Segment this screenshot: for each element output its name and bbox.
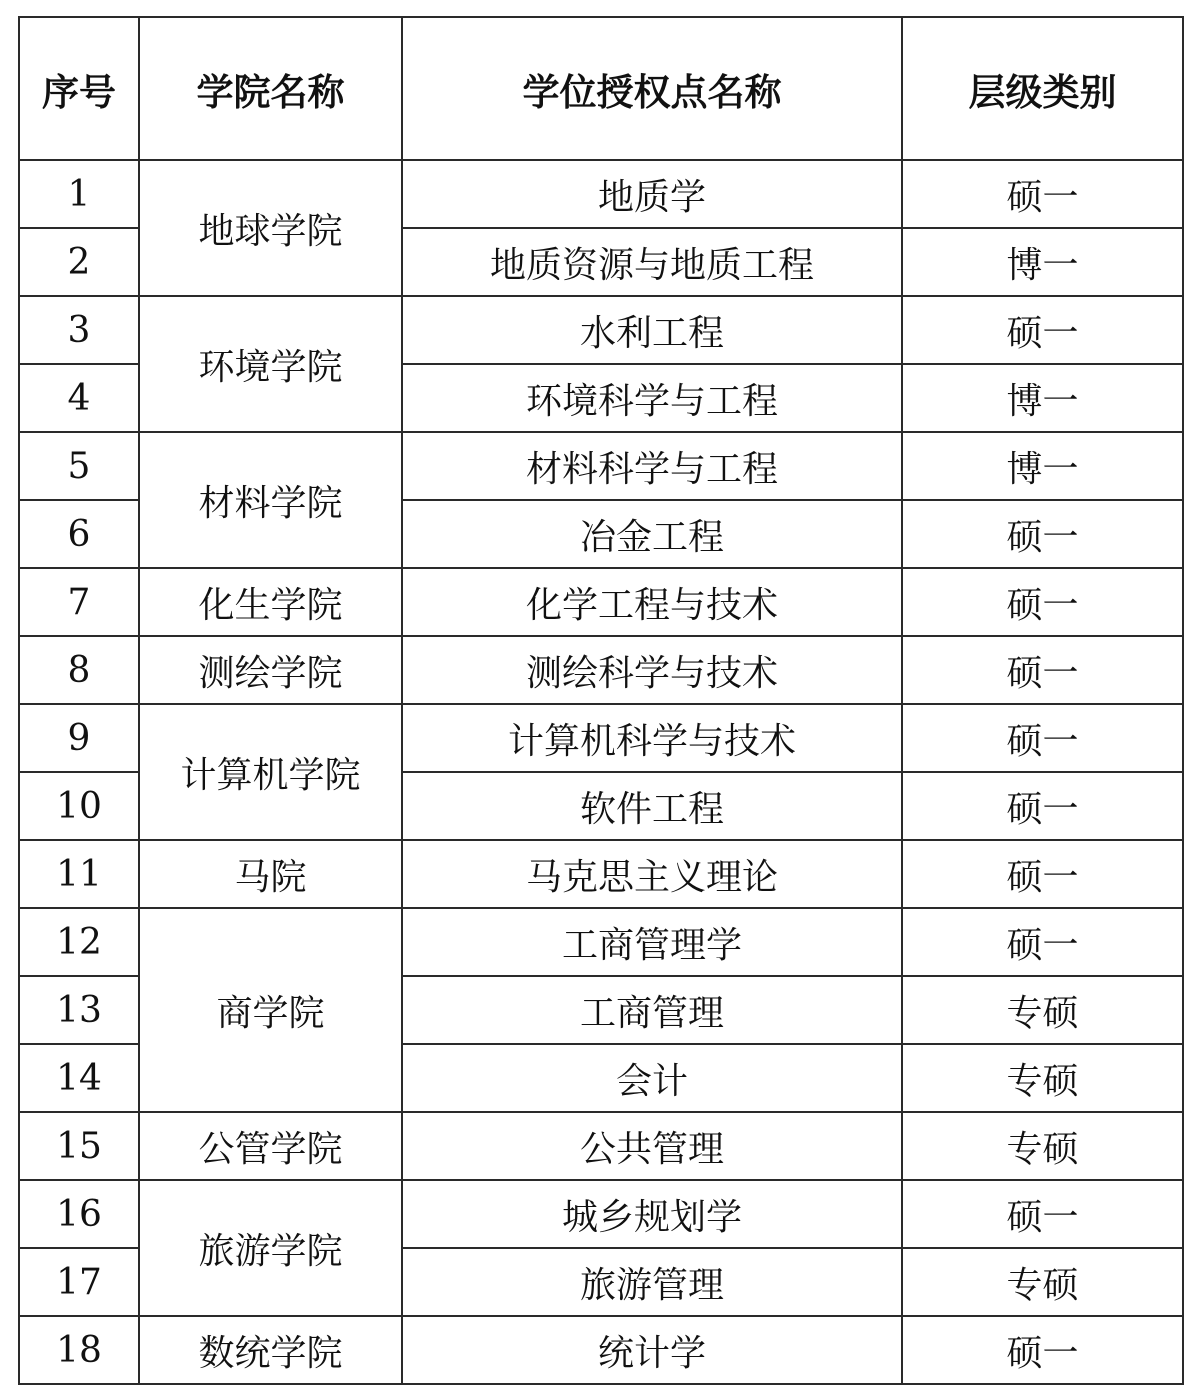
serial-number-cell: 6 [19,500,139,568]
level-category-cell: 硕一 [902,296,1183,364]
level-category-cell: 硕一 [902,568,1183,636]
college-name-cell: 材料学院 [139,432,402,568]
header-row [19,17,1183,160]
level-category-cell: 硕一 [902,500,1183,568]
program-name-cell: 测绘科学与技术 [402,636,902,704]
header-serial-number: 序号 [19,17,139,160]
header-college-name: 学院名称 [139,17,402,160]
program-name-cell: 旅游管理 [402,1248,902,1316]
serial-number-cell: 2 [19,228,139,296]
program-name-cell: 地质资源与地质工程 [402,228,902,296]
level-category-cell: 专硕 [902,1112,1183,1180]
college-name-cell: 数统学院 [139,1316,402,1384]
serial-number-cell: 10 [19,772,139,840]
program-name-cell: 公共管理 [402,1112,902,1180]
program-name-cell: 工商管理学 [402,908,902,976]
table-row [19,1112,1183,1180]
level-category-cell: 硕一 [902,1316,1183,1384]
level-category-cell: 硕一 [902,908,1183,976]
college-name-cell: 计算机学院 [139,704,402,840]
level-category-cell: 硕一 [902,636,1183,704]
level-category-cell: 专硕 [902,976,1183,1044]
table-row [19,432,1183,500]
program-name-cell: 城乡规划学 [402,1180,902,1248]
table-row [19,636,1183,704]
college-name-cell: 旅游学院 [139,1180,402,1316]
program-name-cell: 环境科学与工程 [402,364,902,432]
college-name-cell: 环境学院 [139,296,402,432]
header-program-name: 学位授权点名称 [402,17,902,160]
program-name-cell: 马克思主义理论 [402,840,902,908]
serial-number-cell: 1 [19,160,139,228]
college-name-cell: 马院 [139,840,402,908]
degree-program-table [18,16,1184,1385]
program-name-cell: 冶金工程 [402,500,902,568]
serial-number-cell: 9 [19,704,139,772]
level-category-cell: 博一 [902,228,1183,296]
college-name-cell: 地球学院 [139,160,402,296]
table-row [19,1316,1183,1384]
serial-number-cell: 5 [19,432,139,500]
level-category-cell: 硕一 [902,160,1183,228]
program-name-cell: 水利工程 [402,296,902,364]
program-name-cell: 材料科学与工程 [402,432,902,500]
level-category-cell: 博一 [902,432,1183,500]
college-name-cell: 商学院 [139,908,402,1112]
serial-number-cell: 7 [19,568,139,636]
table-header [19,17,1183,160]
table-body [19,160,1183,1384]
program-name-cell: 会计 [402,1044,902,1112]
table-row [19,908,1183,976]
level-category-cell: 博一 [902,364,1183,432]
serial-number-cell: 12 [19,908,139,976]
table-row [19,568,1183,636]
serial-number-cell: 18 [19,1316,139,1384]
serial-number-cell: 15 [19,1112,139,1180]
program-name-cell: 计算机科学与技术 [402,704,902,772]
serial-number-cell: 17 [19,1248,139,1316]
college-name-cell: 化生学院 [139,568,402,636]
serial-number-cell: 11 [19,840,139,908]
program-name-cell: 工商管理 [402,976,902,1044]
table-row [19,1180,1183,1248]
serial-number-cell: 8 [19,636,139,704]
level-category-cell: 硕一 [902,772,1183,840]
serial-number-cell: 3 [19,296,139,364]
serial-number-cell: 13 [19,976,139,1044]
program-name-cell: 地质学 [402,160,902,228]
header-level-category: 层级类别 [902,17,1183,160]
college-name-cell: 公管学院 [139,1112,402,1180]
college-name-cell: 测绘学院 [139,636,402,704]
program-name-cell: 化学工程与技术 [402,568,902,636]
table-row [19,160,1183,228]
program-name-cell: 软件工程 [402,772,902,840]
table-row [19,840,1183,908]
level-category-cell: 专硕 [902,1248,1183,1316]
level-category-cell: 硕一 [902,840,1183,908]
level-category-cell: 硕一 [902,704,1183,772]
serial-number-cell: 14 [19,1044,139,1112]
program-name-cell: 统计学 [402,1316,902,1384]
serial-number-cell: 16 [19,1180,139,1248]
table-row [19,704,1183,772]
level-category-cell: 专硕 [902,1044,1183,1112]
table-row [19,296,1183,364]
serial-number-cell: 4 [19,364,139,432]
level-category-cell: 硕一 [902,1180,1183,1248]
